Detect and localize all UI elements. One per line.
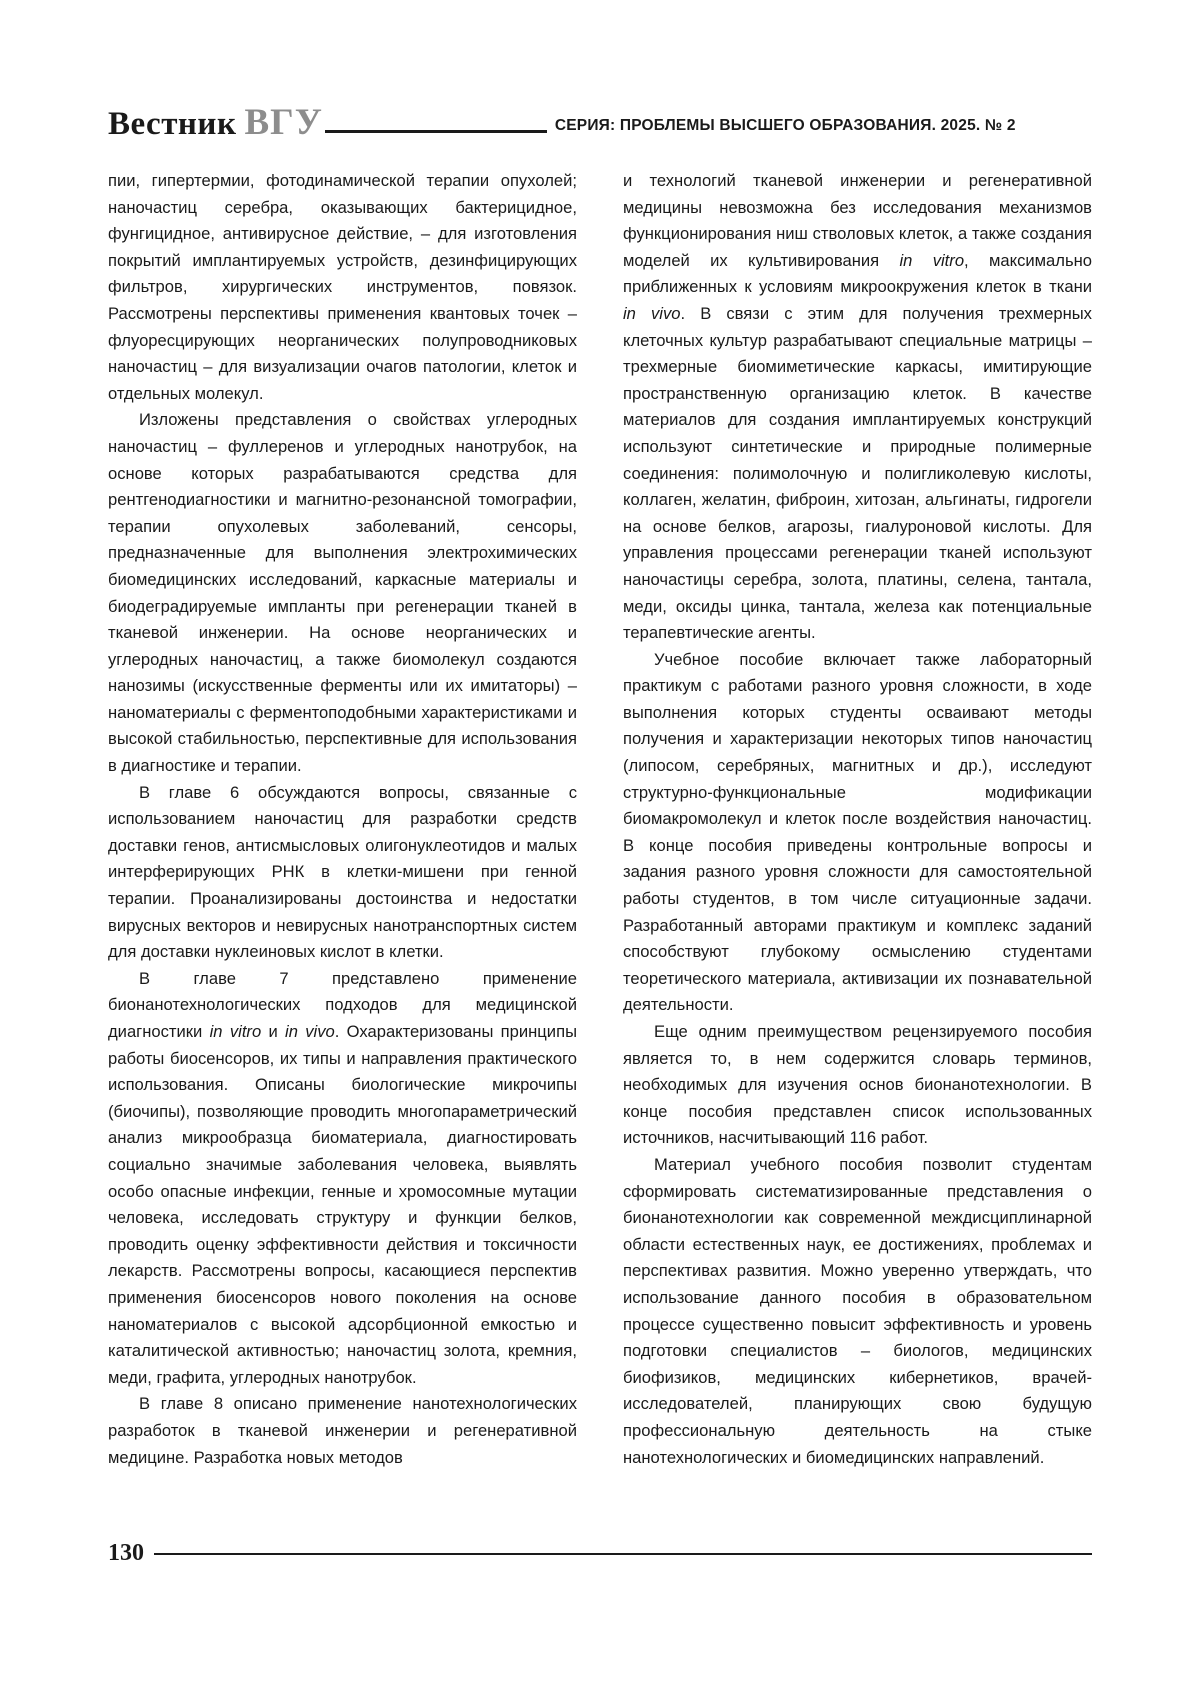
series-issue-line: СЕРИЯ: ПРОБЛЕМЫ ВЫСШЕГО ОБРАЗОВАНИЯ. 2025. № 2 (554, 117, 1016, 134)
left-column (108, 168, 577, 1471)
paragraph: В главе 6 обсуждаются вопросы, связанные с использованием наночастиц для разработки средств доставки генов, антисмысловых олигонуклеотидов и малых интерферирующих РНК в клетки-мишени при генной терапии. Проанализированы достоинства и недостатки вирусных векторов и невирусных нанотранспортных систем для доставки нуклеиновых кислот в клетки. (108, 782, 577, 962)
right-column (623, 168, 1092, 1471)
page-number: 130 (108, 1540, 144, 1566)
paragraph: Изложены представления о свойствах углеродных наночастиц – фуллеренов и углеродных нанотрубок, на основе которых разрабатываются средства для рентгенодиагностики и магнитно-резонансной томографии, терапии опухолевых заболеваний, сенсоры, предназначенные для выполнения электрохимических биомедицинских исследований, каркасные материалы и биодеградируемые импланты при регенерации тканей в тканевой инженерии. На основе неорганических и углеродных наночастиц, а также биомолекул создаются нанозимы (искусственные ферменты или их имитаторы) – наноматериалы с ферментоподобными характеристиками и высокой стабильностью, перспективные для использования в диагностике и терапии. (108, 410, 577, 776)
paragraph: пии, гипертермии, фотодинамической терапии опухолей; наночастиц серебра, оказывающих бактерицидное, фунгицидное, антивирусное действие, – для изготовления покрытий имплантируемых устройств, дезинфицирующих фильтров, хирургических инструментов, повязок. Рассмотрены перспективы применения квантовых точек – флуоресцирующих неорганических полупроводниковых наночастиц – для визуализации очагов патологии, клеток и отдельных молекул. (108, 171, 577, 403)
page-header (108, 92, 1092, 144)
text-columns (108, 168, 1092, 1471)
paragraph: В главе 8 описано применение нанотехнологических разработок в тканевой инженерии и регенеративной медицине. Разработка новых методов (108, 1394, 577, 1467)
paragraph: В главе 7 представлено применение бионанотехнологических подходов для медицинской диагностики in vitro и in vivo. Охарактеризованы принципы работы биосенсоров, их типы и направления практического использования. Описаны биологические микрочипы (биочипы), позволяющие проводить многопараметрический анализ микрообразца биоматериала, диагностировать социально значимые заболевания человека, выявлять особо опасные инфекции, генные и хромосомные мутации человека, исследовать структуру и функции белков, проводить оценку эффективности действия и токсичности лекарств. Рассмотрены вопросы, касающиеся перспектив применения биосенсоров нового поколения на основе наноматериалов с высокой адсорбционной емкостью и каталитической активностью; наночастиц золота, кремния, меди, графита, углеродных нанотрубок. (108, 968, 577, 1387)
masthead-word-vestnik: Вестник (108, 106, 237, 142)
paragraph: Материал учебного пособия позволит студентам сформировать систематизированные представления о бионанотехнологии как современной междисциплинарной области естественных наук, ее достижениях, проблемах и перспективах развития. Можно уверенно утверждать, что использование данного пособия в образовательном процессе существенно повысит эффективность и уровень подготовки специалистов – биологов, медицинских биофизиков, медицинских кибернетиков, врачей-исследователей, планирующих свою будущую профессиональную деятельность на стыке нанотехнологических и биомедицинских направлений. (623, 1154, 1092, 1467)
page-footer (108, 1540, 1092, 1567)
footer-divider-rule (154, 1553, 1092, 1555)
paragraph: Еще одним преимуществом рецензируемого пособия является то, в нем содержится словарь терминов, необходимых для изучения основ бионанотехнологии. В конце пособия представлен список использованных источников, насчитывающий 116 работ. (623, 1022, 1092, 1148)
paragraph: Учебное пособие включает также лабораторный практикум с работами разного уровня сложности, в ходе выполнения которых студенты осваивают методы получения и характеризации некоторых типов наночастиц (липосом, серебряных, магнитных и др.), исследуют структурно-функциональные модификации биомакромолекул и клеток после воздействия наночастиц. В конце пособия приведены контрольные вопросы и задания разного уровня сложности для самостоятельной работы студентов, в том числе ситуационные задачи. Разработанный авторами практикум и комплекс заданий способствуют глубокому осмыслению студентами теоретического материала, активизации их познавательной деятельности. (623, 649, 1092, 1015)
masthead-word-vgu: ВГУ (244, 102, 323, 143)
header-divider-rule (325, 130, 547, 133)
paragraph: и технологий тканевой инженерии и регенеративной медицины невозможна без исследования механизмов функционирования ниш стволовых клеток, а также создания моделей их культивирования in vitro, максимально приближенных к условиям микроокружения клеток в ткани in vivo. В связи с этим для получения трехмерных клеточных культур разрабатывают специальные матрицы – трехмерные биомиметические каркасы, имитирующие пространственную организацию клеток. В качестве материалов для создания имплантируемых конструкций используют синтетические и природные полимерные соединения: полимолочную и полигликолевую кислоты, коллаген, желатин, фиброин, хитозан, альгинаты, гидрогели на основе белков, агарозы, гиалуроновой кислоты. Для управления процессами регенерации тканей используют наночастицы серебра, золота, платины, селена, тантала, меди, оксиды цинка, тантала, железа как потенциальные терапевтические агенты. (623, 171, 1092, 643)
journal-masthead (108, 101, 323, 144)
